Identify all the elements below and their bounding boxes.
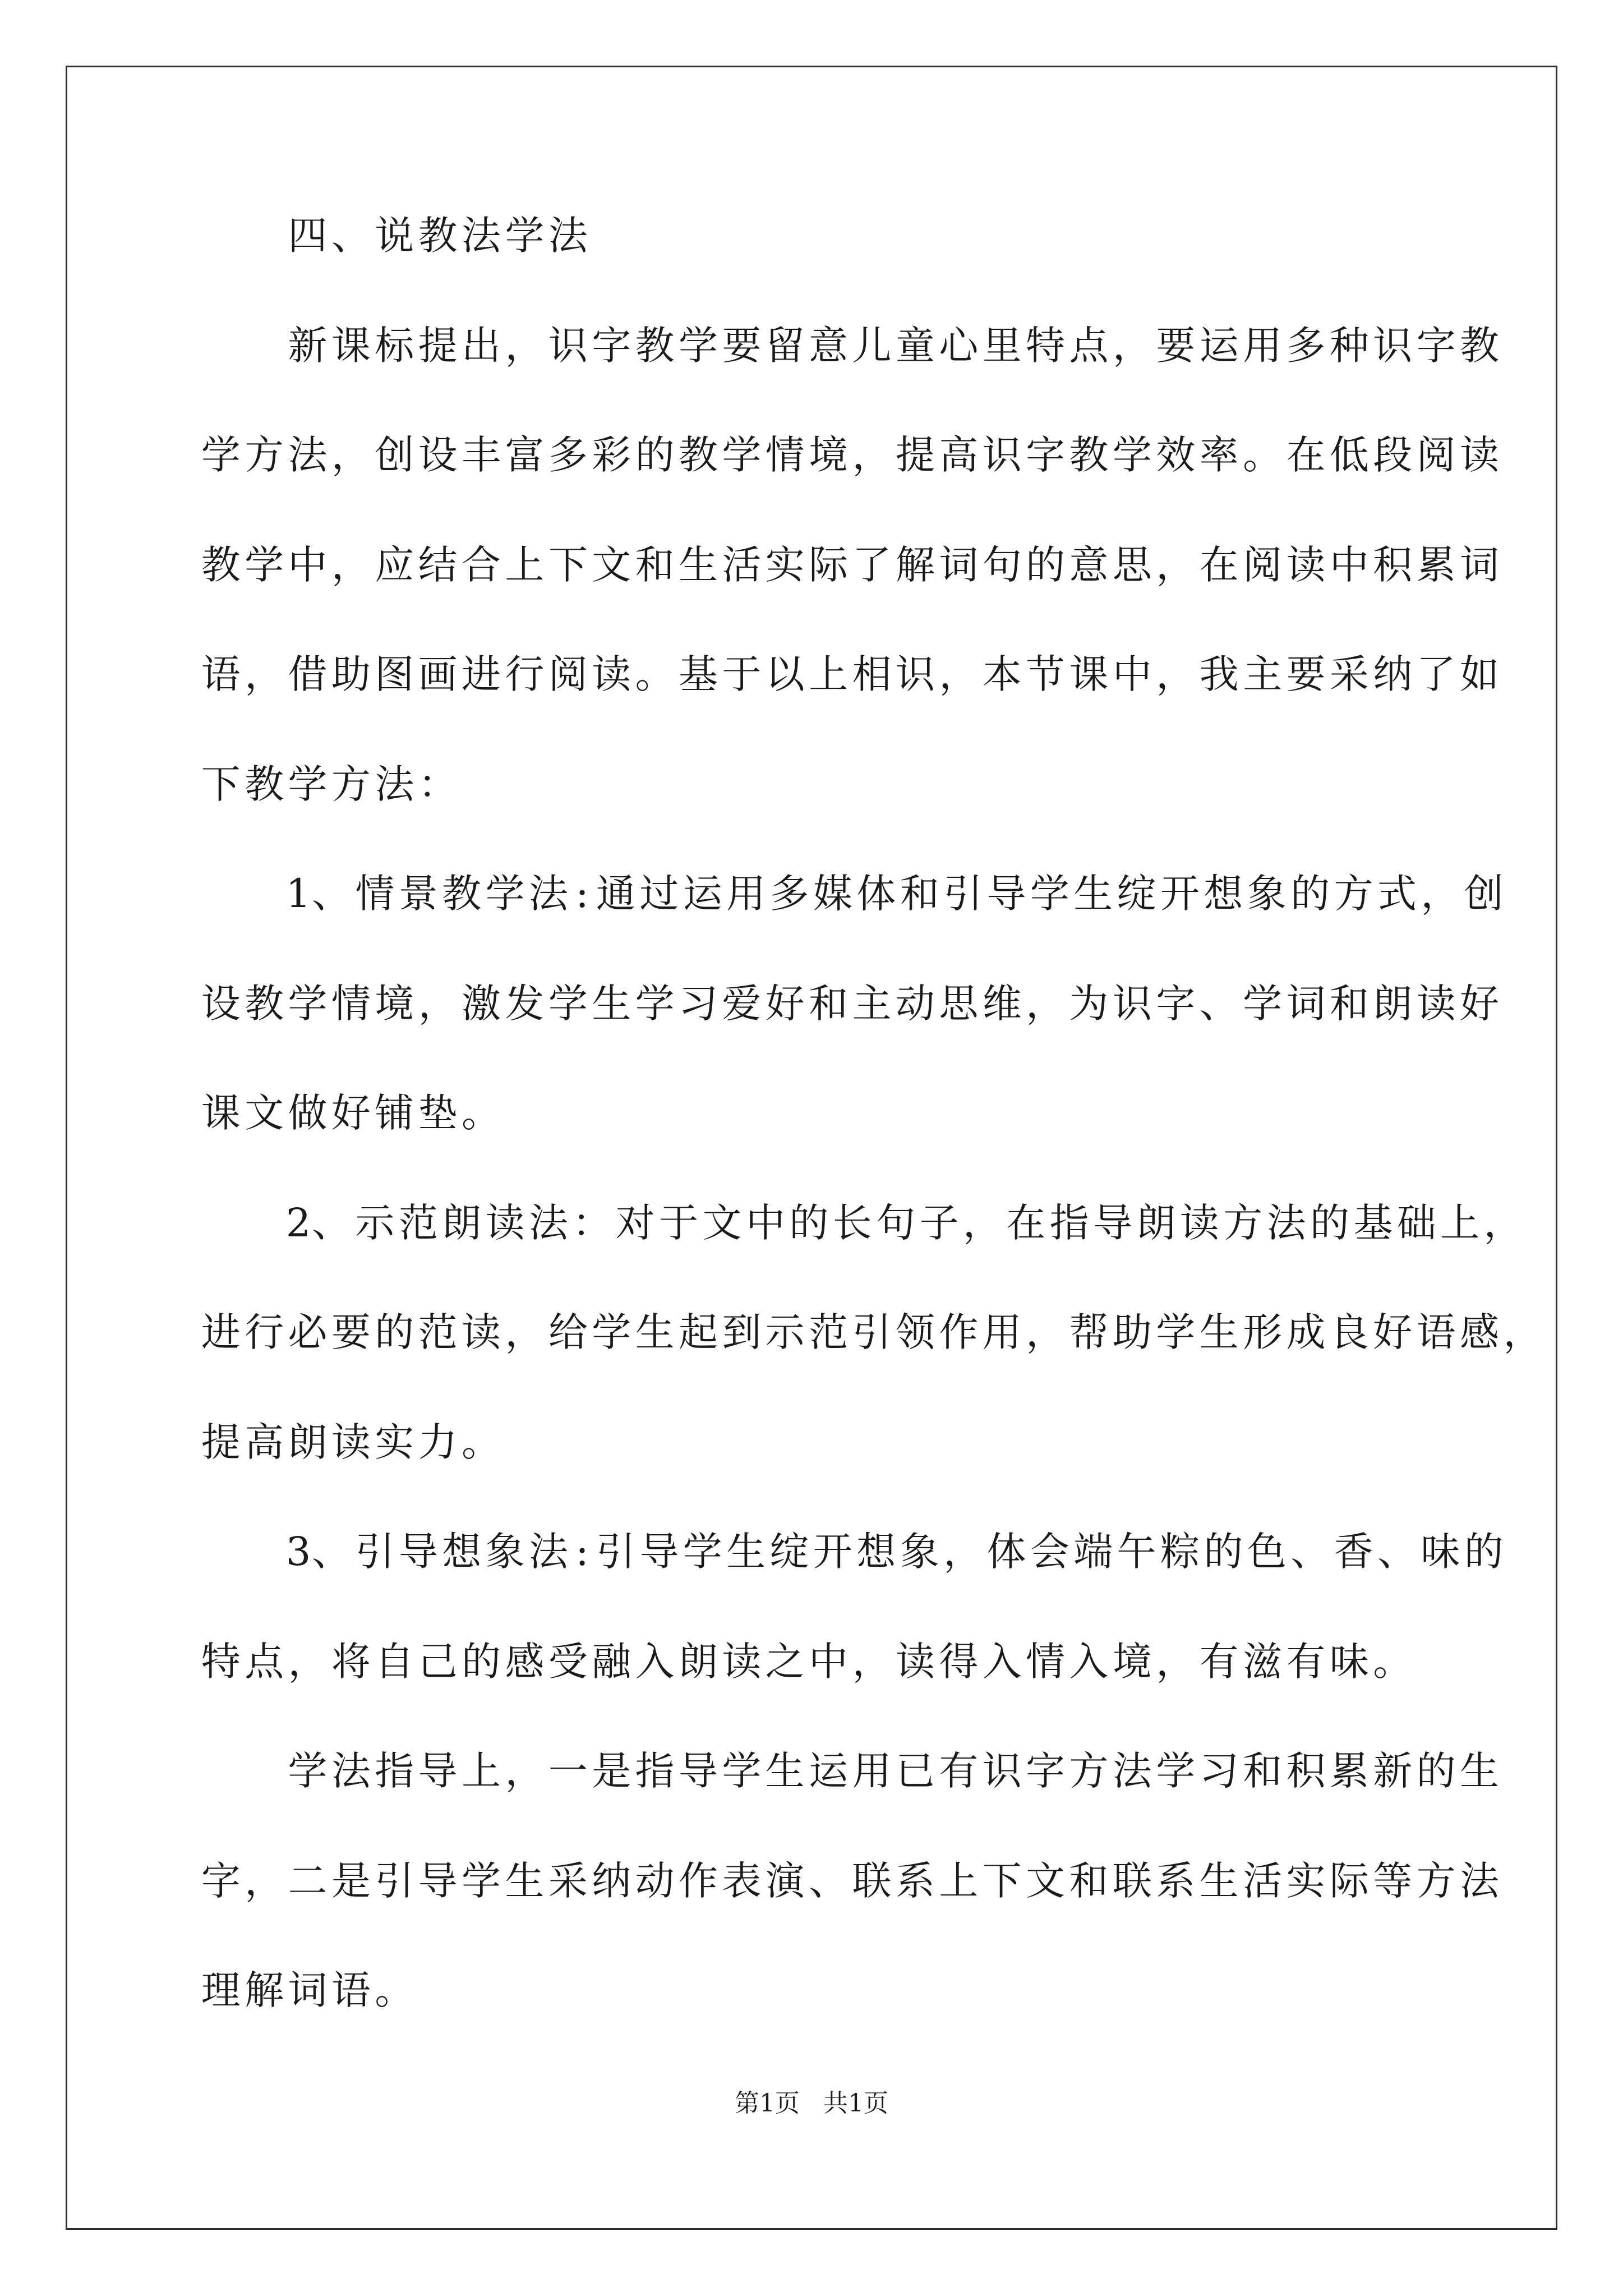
page-number: 第1页 — [735, 2089, 800, 2118]
text-line: 特 点 ， 将 自 己 的 感 受 融 入 朗 读 之 中 ， 读 得 入 情 入 境 ， 有 滋 有 味 。 — [201, 1638, 1413, 1685]
text-line: 进 行 必 要 的 范 读 ， 给 学 生 起 到 示 范 引 领 作 用 ， 帮 助 学 生 形 成 良 好 语 感 ， — [201, 1309, 1543, 1355]
page-footer — [0, 2087, 1623, 2120]
text-line: 3、 引 导 想 象 法 : 引 导 学 生 绽 开 想 象 ， 体 会 端 午 粽 的 色 、 香 、 味 的 — [285, 1529, 1504, 1575]
text-line: 2、 示 范 朗 读 法 ： 对 于 文 中 的 长 句 子 ， 在 指 导 朗 读 方 法 的 基 础 上 ， — [285, 1199, 1523, 1246]
text-line: 教 学 中 ， 应 结 合 上 下 文 和 生 活 实 际 了 解 词 句 的 意 思 ， 在 阅 读 中 积 累 词 — [201, 541, 1500, 588]
text-line: 设 教 学 情 境 ， 激 发 学 生 学 习 爱 好 和 主 动 思 维 ， 为 识 字 、 学 词 和 朗 读 好 — [201, 980, 1500, 1027]
text-line: 学 法 指 导 上 ， 一 是 指 导 学 生 运 用 已 有 识 字 方 法 学 习 和 积 累 新 的 生 — [288, 1748, 1500, 1794]
text-line: 字 ， 二 是 引 导 学 生 采 纳 动 作 表 演 、 联 系 上 下 文 和 联 系 生 活 实 际 等 方 法 — [201, 1857, 1500, 1904]
text-line: 下 教 学 方 法 ： — [201, 761, 458, 807]
text-line: 新 课 标 提 出 ， 识 字 教 学 要 留 意 儿 童 心 里 特 点 ， 要 运 用 多 种 识 字 教 — [288, 322, 1500, 369]
footer-spacer — [800, 2089, 823, 2118]
text-line: 提 高 朗 读 实 力 。 — [201, 1419, 501, 1465]
text-line: 理 解 词 语 。 — [201, 1967, 414, 2013]
text-line: 1、 情 景 教 学 法 : 通 过 运 用 多 媒 体 和 引 导 学 生 绽 开 想 象 的 方 式 ， 创 — [285, 871, 1504, 917]
text-line: 语 ， 借 助 图 画 进 行 阅 读 。 基 于 以 上 相 识 ， 本 节 课 中 ， 我 主 要 采 纳 了 如 — [201, 651, 1500, 697]
page-total: 共1页 — [823, 2089, 888, 2118]
text-line: 四 、 说 教 法 学 法 — [288, 213, 588, 259]
text-line: 学 方 法 ， 创 设 丰 富 多 彩 的 教 学 情 境 ， 提 高 识 字 教 学 效 率 。 在 低 段 阅 读 — [201, 432, 1500, 478]
text-line: 课 文 做 好 铺 垫 。 — [201, 1090, 501, 1136]
